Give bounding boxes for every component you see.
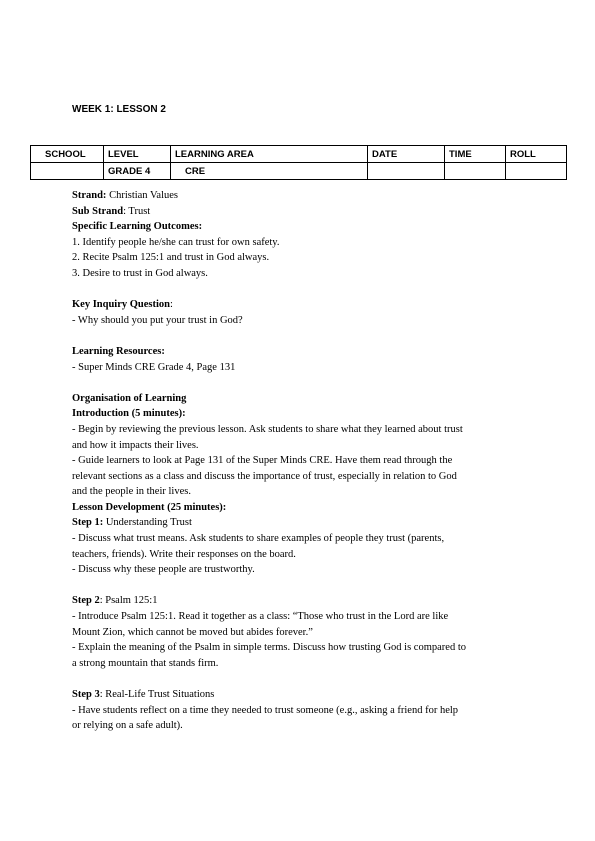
step3-line: - Have students reflect on a time they needed to trust someone (e.g., asking a friend for help xyxy=(72,704,459,716)
header-learning-area: LEARNING AREA xyxy=(171,146,368,163)
intro-line: and the people in their lives. xyxy=(72,486,191,498)
intro-line: relevant sections as a class and discuss the importance of trust, especially in relation to God xyxy=(72,470,457,482)
lesson-body xyxy=(72,188,532,734)
outcome-item: 1. Identify people he/she can trust for own safety. xyxy=(72,236,280,248)
header-school: SCHOOL xyxy=(31,146,104,163)
intro-line: - Guide learners to look at Page 131 of the Super Minds CRE. Have them read through the xyxy=(72,455,453,467)
cell-level: GRADE 4 xyxy=(104,163,171,180)
lesson-info-table xyxy=(30,145,567,180)
outcome-item: 3. Desire to trust in God always. xyxy=(72,267,208,279)
outcome-item: 2. Recite Psalm 125:1 and trust in God always. xyxy=(72,252,270,264)
step1-heading: Step 1: Understanding Trust xyxy=(72,517,192,529)
step2-line: - Explain the meaning of the Psalm in simple terms. Discuss how trusting God is compared to xyxy=(72,642,466,654)
resources-heading: Learning Resources: xyxy=(72,345,165,357)
week-lesson-title: WEEK 1: LESSON 2 xyxy=(72,104,166,115)
step2-line: - Introduce Psalm 125:1. Read it together as a class: “Those who trust in the Lord are like xyxy=(72,611,449,623)
sub-strand-line xyxy=(72,204,532,220)
strand-value: Christian Values xyxy=(106,190,178,201)
cell-roll xyxy=(506,163,567,180)
introduction-heading: Introduction (5 minutes): xyxy=(72,408,186,420)
outcomes-heading: Specific Learning Outcomes: xyxy=(72,221,203,233)
sub-strand-label: Sub Strand xyxy=(72,205,124,217)
step2-line: Mount Zion, which cannot be moved but abides forever.” xyxy=(72,626,313,638)
organisation-heading: Organisation of Learning xyxy=(72,392,187,404)
cell-learning-area: CRE xyxy=(171,163,368,180)
step1-line: - Discuss what trust means. Ask students to share examples of people they trust (parents, xyxy=(72,533,445,545)
header-time: TIME xyxy=(445,146,506,163)
header-level: LEVEL xyxy=(104,146,171,163)
intro-line: - Begin by reviewing the previous lesson. Ask students to share what they learned about trust xyxy=(72,423,463,435)
strand-label: Strand: xyxy=(72,190,107,201)
header-date: DATE xyxy=(368,146,445,163)
intro-line: and how it impacts their lives. xyxy=(72,439,199,451)
step3-heading: Step 3: Real-Life Trust Situations xyxy=(72,689,215,700)
sub-strand-value: : Trust xyxy=(123,205,151,217)
table-data-row xyxy=(31,163,567,180)
cell-date xyxy=(368,163,445,180)
inquiry-question: - Why should you put your trust in God? xyxy=(72,314,243,326)
step2-line: a strong mountain that stands firm. xyxy=(72,657,219,669)
cell-school xyxy=(31,163,104,180)
header-roll: ROLL xyxy=(506,146,567,163)
strand-line xyxy=(72,188,532,204)
step1-line: - Discuss why these people are trustworthy. xyxy=(72,564,255,576)
step2-heading: Step 2: Psalm 125:1 xyxy=(72,595,158,607)
inquiry-heading: Key Inquiry Question: xyxy=(72,299,173,311)
step3-line: or relying on a safe adult). xyxy=(72,720,183,732)
lesson-development-heading: Lesson Development (25 minutes): xyxy=(72,501,227,513)
resources-item: - Super Minds CRE Grade 4, Page 131 xyxy=(72,361,236,373)
step1-line: teachers, friends). Write their responses on the board. xyxy=(72,548,296,560)
table-header-row xyxy=(31,146,567,163)
cell-time xyxy=(445,163,506,180)
